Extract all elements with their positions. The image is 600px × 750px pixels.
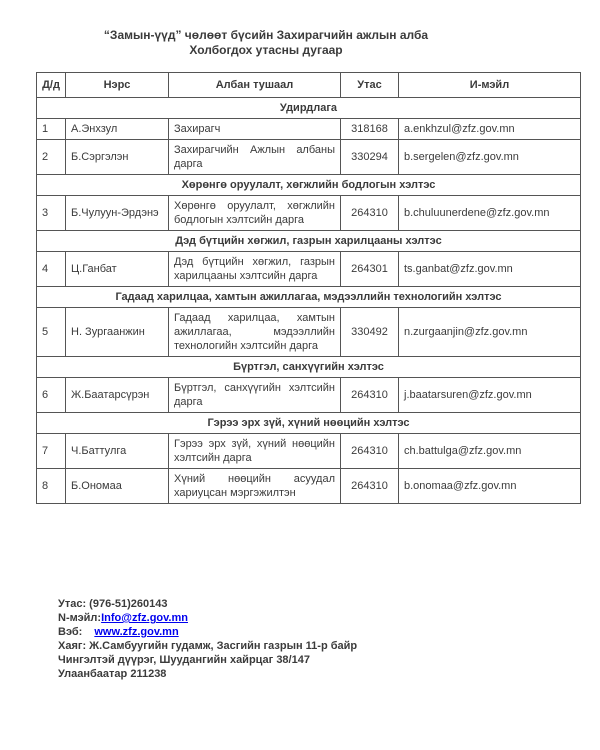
title-line-2: Холбогдох утасны дугаар [189,43,343,57]
cell-email: b.chuluunerdene@zfz.gov.mn [399,196,581,231]
cell-email: b.sergelen@zfz.gov.mn [399,140,581,175]
table-row [37,378,581,413]
footer-address-line-2: Чингэлтэй дүүрэг, Шуудангийн хайрцаг 38/147 [58,654,310,666]
footer-phone-line: Утас: (976-51)260143 [58,598,168,610]
cell-position: Гадаад харилцаа, хамтын ажиллагаа, мэдээллийн технологийн хэлтсийн дарга [169,308,341,357]
cell-email: a.enkhzul@zfz.gov.mn [399,119,581,140]
footer-email-link[interactable]: Info@zfz.gov.mn [101,612,188,624]
cell-num: 2 [37,140,66,175]
cell-position: Хөрөнгө оруулалт, хөгжлийн бодлогын хэлтсийн дарга [169,196,341,231]
cell-name: Ч.Баттулга [66,434,169,469]
cell-name: А.Энхзул [66,119,169,140]
footer-web-label: Вэб: [58,626,83,638]
footer-block [58,597,357,681]
column-header-email: И-мэйл [399,73,581,98]
section-label: Хөрөнгө оруулалт, хөгжлийн бодлогын хэлтэс [37,175,581,196]
column-header-position: Албан тушаал [169,73,341,98]
section-label: Удирдлага [37,98,581,119]
cell-num: 1 [37,119,66,140]
section-row [37,287,581,308]
cell-position: Дэд бүтцийн хөгжил, газрын харилцааны хэлтсийн дарга [169,252,341,287]
cell-phone: 264301 [341,252,399,287]
cell-position: Бүртгэл, санхүүгийн хэлтсийн дарга [169,378,341,413]
section-row [37,357,581,378]
footer-web-line [58,625,357,639]
section-row [37,231,581,252]
table-row [37,196,581,231]
cell-num: 6 [37,378,66,413]
cell-num: 7 [37,434,66,469]
section-label: Дэд бүтцийн хөгжил, газрын харилцааны хэлтэс [37,231,581,252]
footer-email-line [58,611,357,625]
cell-position: Захирагч [169,119,341,140]
cell-email: ts.ganbat@zfz.gov.mn [399,252,581,287]
cell-email: b.onomaa@zfz.gov.mn [399,469,581,504]
cell-name: Б.Чулуун-Эрдэнэ [66,196,169,231]
cell-num: 5 [37,308,66,357]
cell-email: j.baatarsuren@zfz.gov.mn [399,378,581,413]
cell-phone: 264310 [341,469,399,504]
column-header-name: Нэрс [66,73,169,98]
table-row [37,140,581,175]
contacts-table [36,72,581,504]
cell-num: 8 [37,469,66,504]
cell-phone: 264310 [341,434,399,469]
cell-phone: 264310 [341,196,399,231]
cell-name: Ц.Ганбат [66,252,169,287]
cell-phone: 318168 [341,119,399,140]
cell-name: Б.Ономаа [66,469,169,504]
cell-email: ch.battulga@zfz.gov.mn [399,434,581,469]
footer-address-line-1: Хаяг: Ж.Самбуугийн гудамж, Засгийн газрын 11-р байр [58,640,358,652]
cell-name: Ж.Баатарсүрэн [66,378,169,413]
cell-email: n.zurgaanjin@zfz.gov.mn [399,308,581,357]
table-row [37,252,581,287]
cell-position: Гэрээ эрх зүй, хүний нөөцийн хэлтсийн дарга [169,434,341,469]
cell-num: 3 [37,196,66,231]
table-row [37,308,581,357]
table-row [37,469,581,504]
section-label: Гадаад харилцаа, хамтын ажиллагаа, мэдээллийн технологийн хэлтэс [37,287,581,308]
table-row [37,119,581,140]
cell-position: Хүний нөөцийн асуудал хариуцсан мэргэжилтэн [169,469,341,504]
cell-phone: 330492 [341,308,399,357]
cell-name: Б.Сэргэлэн [66,140,169,175]
cell-phone: 330294 [341,140,399,175]
cell-position: Захирагчийн Ажлын албаны дарга [169,140,341,175]
page-title [0,28,532,58]
cell-num: 4 [37,252,66,287]
cell-name: Н. Зургаанжин [66,308,169,357]
column-header-phone: Утас [341,73,399,98]
section-row [37,175,581,196]
section-label: Гэрээ эрх зүй, хүний нөөцийн хэлтэс [37,413,581,434]
footer-web-link[interactable]: www.zfz.gov.mn [94,626,179,638]
section-row [37,98,581,119]
footer-email-label: N-мэйл: [58,612,102,624]
contacts-table-body [37,98,581,504]
section-row [37,413,581,434]
cell-phone: 264310 [341,378,399,413]
table-row [37,434,581,469]
column-header-num: Д/д [37,73,66,98]
footer-address-line-3: Улаанбаатар 211238 [58,668,167,680]
title-line-1: “Замын-үүд” чөлөөт бүсийн Захирагчийн ажлын алба [103,28,429,42]
section-label: Бүртгэл, санхүүгийн хэлтэс [37,357,581,378]
table-header-row [37,73,581,98]
